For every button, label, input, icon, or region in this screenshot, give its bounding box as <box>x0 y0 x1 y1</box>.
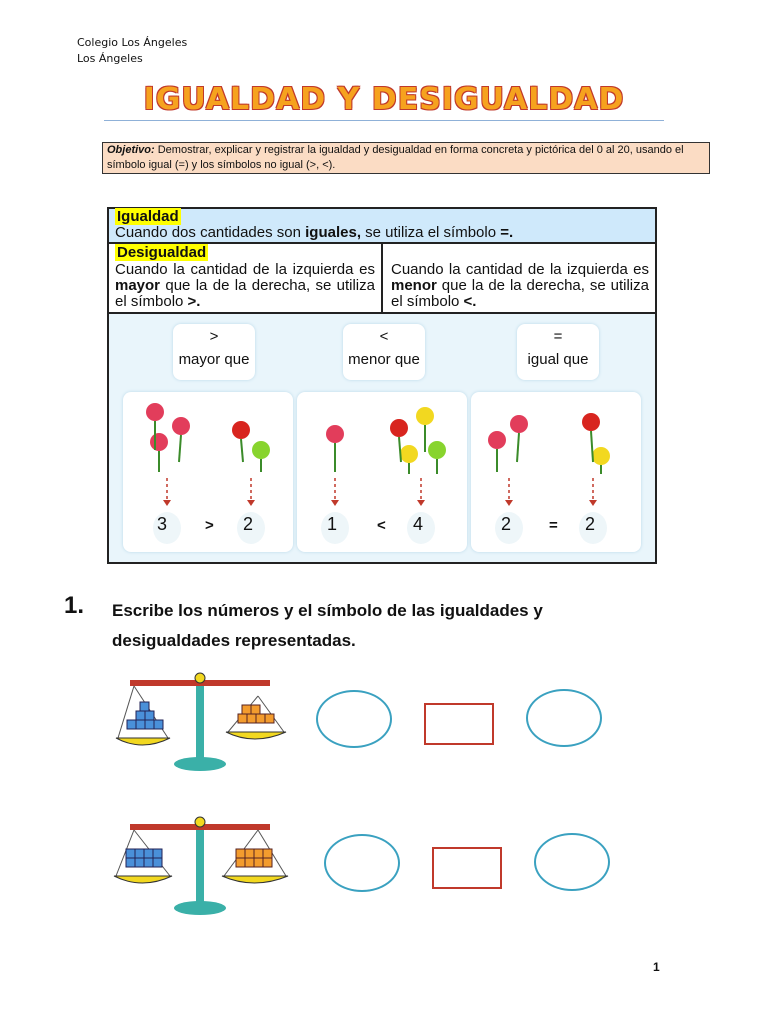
objective-label: Objetivo: <box>107 144 155 156</box>
less-text: Cuando la cantidad de la izquierda es menor que la de la derecha, se utiliza el símbolo <. <box>391 261 649 310</box>
example-right-value: 2 <box>585 514 596 534</box>
label-card-greater: > mayor que <box>173 324 255 380</box>
page-number: 1 <box>653 960 660 974</box>
equality-text: Cuando dos cantidades son iguales, se utiliza el símbolo =. <box>115 224 514 241</box>
example-right-value: 4 <box>413 514 424 534</box>
example-left-value: 2 <box>501 514 512 534</box>
answer-oval-right-2[interactable] <box>534 833 610 891</box>
inequality-title: Desigualdad <box>117 244 207 261</box>
answer-symbol-box-2[interactable] <box>432 847 502 889</box>
example-symbol: = <box>549 517 558 534</box>
inequality-row <box>109 244 655 314</box>
equality-row <box>109 209 655 244</box>
exercise-instruction: Escribe los números y el símbolo de las igualdades y desigualdades representadas. <box>112 601 543 650</box>
objective-box <box>102 142 710 174</box>
less-cell <box>383 244 655 312</box>
label-card-less: < menor que <box>343 324 425 380</box>
balance-scale-icon <box>112 812 292 920</box>
greater-text: Cuando la cantidad de la izquierda es mayor que la de la derecha, se utiliza el símbolo >. <box>115 261 375 310</box>
example-symbol: < <box>377 517 386 534</box>
example-card-less <box>297 392 467 552</box>
greater-cell <box>109 244 383 312</box>
answer-oval-left-2[interactable] <box>324 834 400 892</box>
school-name: Colegio Los Ángeles <box>77 36 188 49</box>
objective-text: Demostrar, explicar y registrar la igualdad y desigualdad en forma concreta y pictórica del 0 al 20, usando el símbolo igual (=) y los símbolos no igual (>, <). <box>107 144 684 171</box>
comparison-illustration <box>109 314 655 562</box>
school-city: Los Ángeles <box>77 52 143 65</box>
example-right-value: 2 <box>243 514 254 534</box>
example-left-value: 3 <box>157 514 168 534</box>
example-card-greater <box>123 392 293 552</box>
answer-oval-right-1[interactable] <box>526 689 602 747</box>
exercise-number: 1. <box>64 592 85 619</box>
answer-oval-left-1[interactable] <box>316 690 392 748</box>
definitions-table <box>107 207 657 564</box>
example-left-value: 1 <box>327 514 338 534</box>
balance-scale-icon <box>112 668 292 776</box>
page-title: IGUALDAD Y DESIGUALDAD <box>143 82 625 117</box>
example-symbol: > <box>205 517 214 534</box>
answer-symbol-box-1[interactable] <box>424 703 494 745</box>
header <box>77 35 187 67</box>
example-card-equal <box>471 392 641 552</box>
title-divider <box>104 120 664 121</box>
equality-title: Igualdad <box>117 208 179 225</box>
label-card-equal: = igual que <box>517 324 599 380</box>
